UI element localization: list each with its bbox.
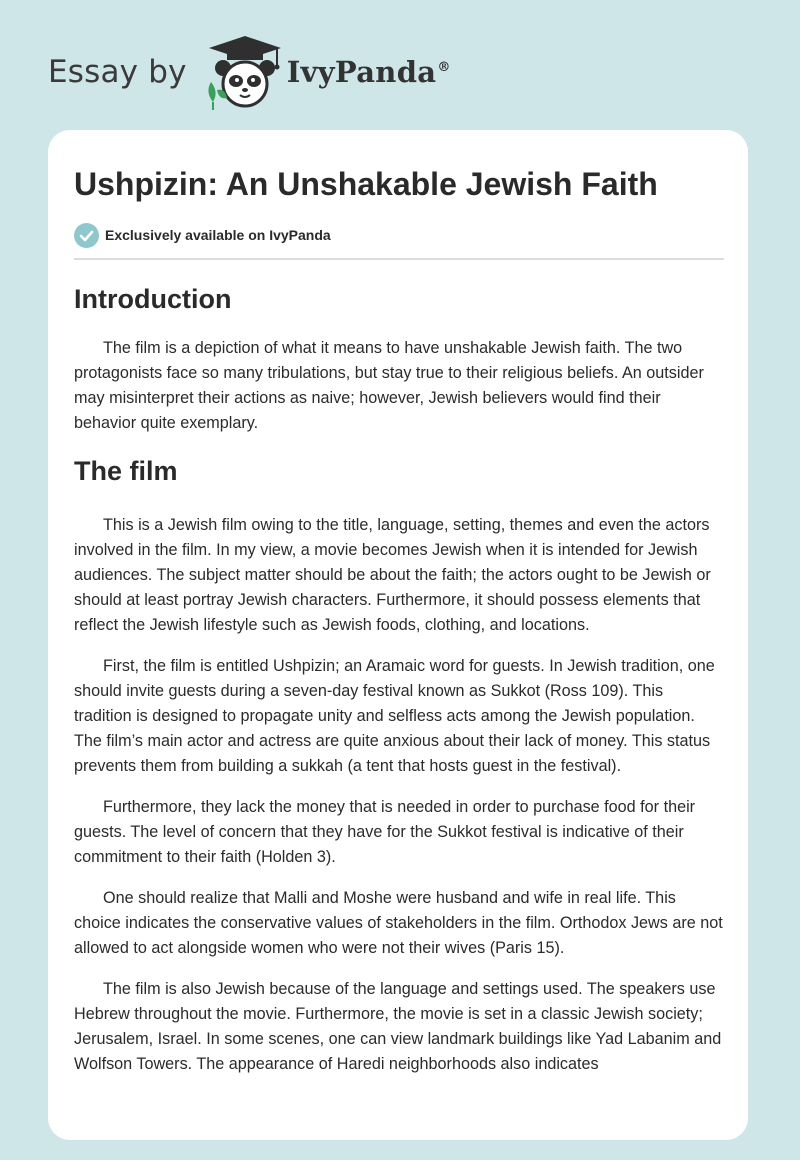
paragraph: One should realize that Malli and Moshe were husband and wife in real life. This choice indicates the conservative values of stakeholders in the film. Orthodox Jews are not allowed to act alongside women who were not their wives (Paris 15). [74,889,723,957]
divider [74,258,724,260]
check-circle-icon [74,223,99,248]
section-heading-introduction: Introduction [74,284,232,314]
brand-header [48,32,451,112]
paragraph: The film is a depiction of what it means to have unshakable Jewish faith. The two protagonists face so many tribulations, but stay true to their religious beliefs. An outsider may misinterpret their actions as naive; however, Jewish believers would find their behavior quite exemplary. [74,339,704,432]
exclusive-badge [74,222,724,248]
paragraph: This is a Jewish film owing to the title, language, setting, themes and even the actors involved in the film. In my view, a movie becomes Jewish when it is intended for Jewish audiences. The subject matter should be about the faith; the actors ought to be Jewish or should at least portray Jewish characters. Furthermore, it should possess elements that reflect the Jewish lifestyle such as Jewish foods, clothing, and locations. [74,516,711,634]
brand-prefix: Essay by [48,54,187,90]
paragraph: Furthermore, they lack the money that is needed in order to purchase food for their guests. The level of concern that they have for the Sukkot festival is indicative of their commitment to their faith (Holden 3). [74,798,696,866]
brand-name: IvyPanda® [286,55,451,89]
paragraph: The film is also Jewish because of the language and settings used. The speakers use Hebrew throughout the movie. Furthermore, the movie is set in a classic Jewish society; Jerusalem, Israel. In some scenes, one can view landmark buildings like Yad Labanim and Wolfson Towers. The appearance of Haredi neighborhoods also indicates [74,980,722,1073]
page-title: Ushpizin: An Unshakable Jewish Faith [74,166,658,202]
exclusive-text: Exclusively available on IvyPanda [105,227,331,243]
essay-card [48,130,748,1140]
section-heading-the-film: The film [74,456,178,486]
paragraph: First, the film is entitled Ushpizin; an Aramaic word for guests. In Jewish tradition, one should invite guests during a seven-day festival known as Sukkot (Ross 109). This tradition is designed to propagate unity and selfless acts among the Jewish population. The film’s main actor and actress are quite anxious about their lack of money. This status prevents them from building a sukkah (a tent that hosts guest in the festival). [74,657,715,775]
panda-graduate-logo-icon [197,32,293,112]
